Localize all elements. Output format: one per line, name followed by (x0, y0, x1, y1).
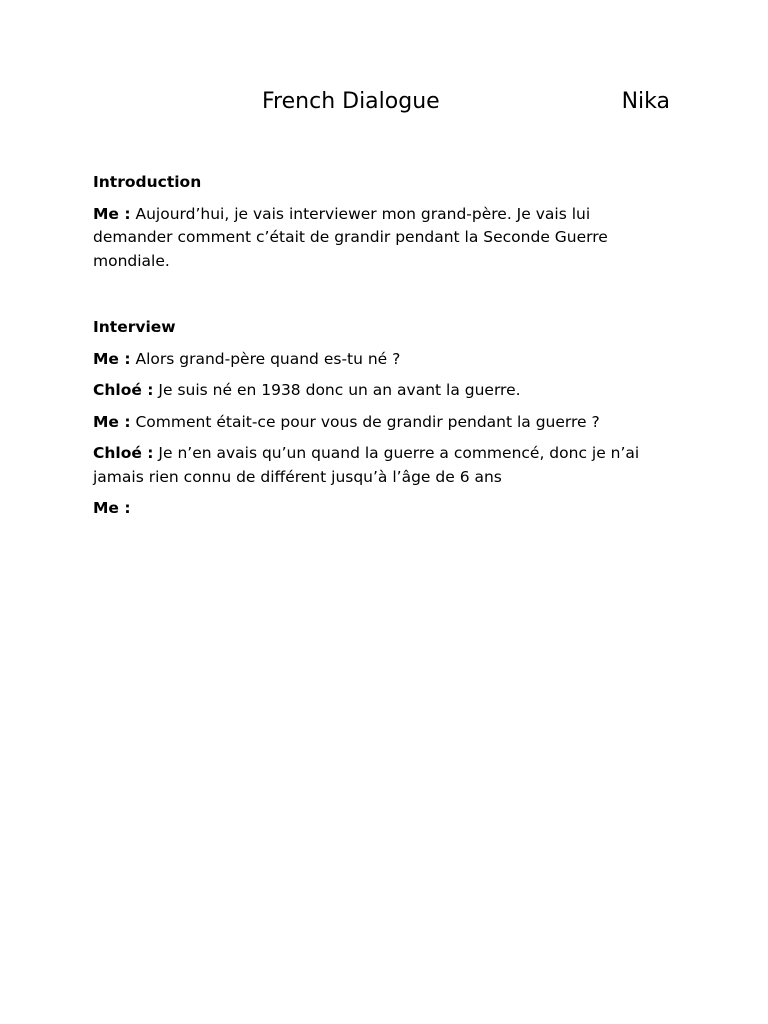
speaker-label: Chloé : (93, 444, 154, 462)
speaker-label: Me : (93, 349, 131, 368)
dialogue-line (93, 411, 673, 435)
document-body (93, 171, 673, 529)
speaker-label: Me : (93, 499, 131, 517)
speaker-label: Chloé : (93, 381, 154, 399)
dialogue-text: Aujourd’hui, je vais interviewer mon grand-père. Je vais lui demander comment c’était de grandir pendant la Seconde Guerre mondiale. (93, 204, 608, 270)
author-name: Nika (621, 89, 670, 114)
dialogue-line (93, 348, 673, 372)
dialogue-line (93, 203, 673, 274)
page-title: French Dialogue (262, 89, 440, 114)
speaker-label: Me : (93, 204, 131, 223)
dialogue-text: Je n’en avais qu’un quand la guerre a commencé, donc je n’ai jamais rien connu de différent jusqu’à l’âge de 6 ans (93, 444, 640, 486)
dialogue-line (93, 442, 673, 489)
section-heading-interview: Interview (93, 318, 176, 336)
dialogue-text: Je suis né en 1938 donc un an avant la guerre. (153, 381, 521, 399)
dialogue-line (93, 379, 673, 403)
dialogue-text: Comment était-ce pour vous de grandir pendant la guerre ? (130, 412, 600, 431)
dialogue-text: Alors grand-père quand es-tu né ? (130, 349, 401, 368)
speaker-label: Me : (93, 412, 131, 431)
section-spacer (93, 281, 673, 316)
dialogue-line (93, 497, 673, 521)
section-heading-introduction: Introduction (93, 173, 202, 191)
